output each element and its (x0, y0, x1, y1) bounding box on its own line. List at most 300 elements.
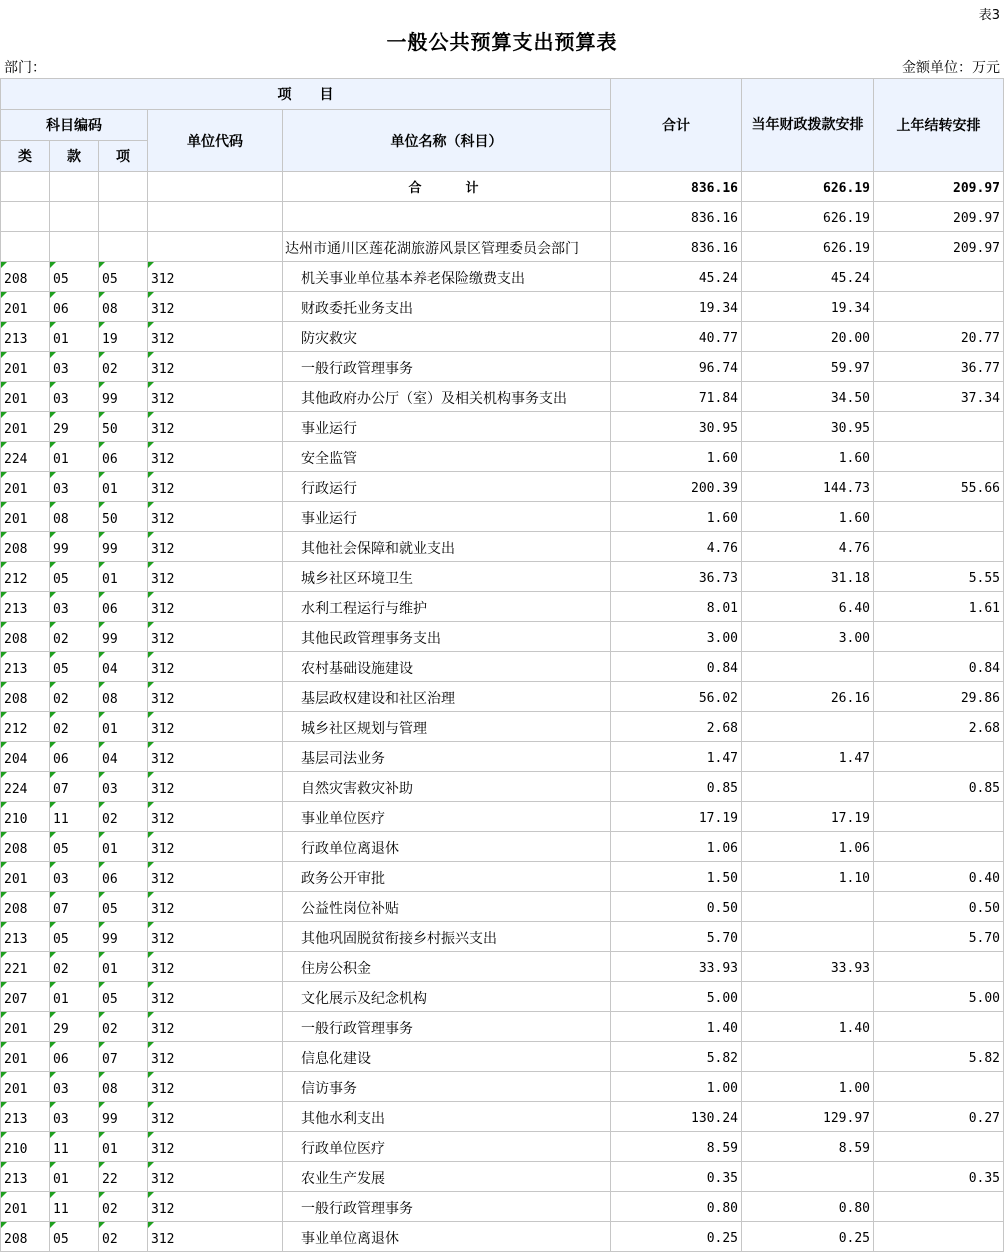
cell-carryover: 5.82 (874, 1042, 1004, 1072)
cell-kuan: 02 (50, 682, 99, 712)
cell-carryover (874, 442, 1004, 472)
cell-kuan: 01 (50, 982, 99, 1012)
cell-total: 8.01 (611, 592, 742, 622)
cell-carryover (874, 262, 1004, 292)
cell-kuan: 05 (50, 1222, 99, 1252)
cell-unit-name: 城乡社区环境卫生 (283, 562, 611, 592)
table-row (1, 472, 1004, 502)
cell-total: 45.24 (611, 262, 742, 292)
cell-lei: 204 (1, 742, 50, 772)
cell-lei: 208 (1, 532, 50, 562)
cell-kuan: 06 (50, 1042, 99, 1072)
cell-total: 5.00 (611, 982, 742, 1012)
cell-lei: 210 (1, 1132, 50, 1162)
cell-kuan: 06 (50, 742, 99, 772)
cell-unit-code: 312 (148, 352, 283, 382)
table-row (1, 292, 1004, 322)
cell-total: 0.50 (611, 892, 742, 922)
cell-total: 96.74 (611, 352, 742, 382)
cell-total: 4.76 (611, 532, 742, 562)
cell-current: 17.19 (742, 802, 874, 832)
cell-current: 31.18 (742, 562, 874, 592)
cell-unit-code: 312 (148, 502, 283, 532)
cell-kuan: 03 (50, 862, 99, 892)
cell-total: 1.60 (611, 502, 742, 532)
cell-current: 129.97 (742, 1102, 874, 1132)
table-row (1, 592, 1004, 622)
cell-lei: 224 (1, 772, 50, 802)
cell-unit-code: 312 (148, 952, 283, 982)
table-row (1, 1012, 1004, 1042)
cell-kuan: 07 (50, 772, 99, 802)
cell-unit-name: 一般行政管理事务 (283, 352, 611, 382)
cell-unit-code: 312 (148, 1162, 283, 1192)
cell-kuan: 03 (50, 592, 99, 622)
table-row (1, 352, 1004, 382)
cell-current: 1.06 (742, 832, 874, 862)
cell-current: 3.00 (742, 622, 874, 652)
cell-xiang: 02 (99, 1222, 148, 1252)
cell-kuan: 01 (50, 322, 99, 352)
cell-lei: 207 (1, 982, 50, 1012)
cell-total: 19.34 (611, 292, 742, 322)
cell-current: 20.00 (742, 322, 874, 352)
cell-total: 30.95 (611, 412, 742, 442)
table-row (1, 262, 1004, 292)
cell-current: 1.10 (742, 862, 874, 892)
cell-unit-code: 312 (148, 1132, 283, 1162)
cell-carryover (874, 502, 1004, 532)
amount-unit-label: 金额单位：万元 (902, 60, 1000, 76)
cell-kuan: 07 (50, 892, 99, 922)
cell-total: 1.47 (611, 742, 742, 772)
cell-xiang: 22 (99, 1162, 148, 1192)
cell-unit-name: 信访事务 (283, 1072, 611, 1102)
total-row (1, 172, 1004, 202)
cell-carryover: 29.86 (874, 682, 1004, 712)
cell-total: 56.02 (611, 682, 742, 712)
cell-unit-code: 312 (148, 622, 283, 652)
cell-unit-name: 防灾救灾 (283, 322, 611, 352)
cell-total: 1.06 (611, 832, 742, 862)
cell-xiang: 05 (99, 892, 148, 922)
cell-lei: 213 (1, 652, 50, 682)
cell-carryover: 55.66 (874, 472, 1004, 502)
cell-carryover (874, 1132, 1004, 1162)
header-unit-code: 单位代码 (148, 110, 283, 172)
cell-unit-name: 城乡社区规划与管理 (283, 712, 611, 742)
cell-unit-name: 事业单位离退休 (283, 1222, 611, 1252)
table-row (1, 562, 1004, 592)
cell-total: 40.77 (611, 322, 742, 352)
cell-total: 5.70 (611, 922, 742, 952)
cell-lei: 208 (1, 622, 50, 652)
cell-current: 0.80 (742, 1192, 874, 1222)
table-row (1, 1102, 1004, 1132)
department-name: 达州市通川区莲花湖旅游风景区管理委员会部门 (283, 232, 611, 262)
cell-lei: 201 (1, 1192, 50, 1222)
cell-unit-code: 312 (148, 1072, 283, 1102)
cell-lei: 201 (1, 502, 50, 532)
cell-current: 1.60 (742, 502, 874, 532)
cell-xiang: 01 (99, 952, 148, 982)
department-row (1, 232, 1004, 262)
page-title: 一般公共预算支出预算表 (386, 30, 618, 54)
cell-carryover (874, 742, 1004, 772)
cell-unit-name: 行政运行 (283, 472, 611, 502)
table-row (1, 652, 1004, 682)
cell-lei: 201 (1, 1072, 50, 1102)
cell-total: 17.19 (611, 802, 742, 832)
cell-xiang: 08 (99, 292, 148, 322)
subtotal-current: 626.19 (742, 202, 874, 232)
cell-total: 0.84 (611, 652, 742, 682)
cell-carryover: 0.27 (874, 1102, 1004, 1132)
cell-xiang: 05 (99, 982, 148, 1012)
cell-lei: 201 (1, 292, 50, 322)
cell-unit-code: 312 (148, 742, 283, 772)
cell-unit-name: 政务公开审批 (283, 862, 611, 892)
cell-kuan: 11 (50, 802, 99, 832)
cell-carryover (874, 832, 1004, 862)
cell-carryover (874, 1222, 1004, 1252)
cell-unit-name: 事业单位医疗 (283, 802, 611, 832)
cell-carryover: 0.84 (874, 652, 1004, 682)
cell-current (742, 1162, 874, 1192)
cell-unit-code: 312 (148, 652, 283, 682)
budget-table (0, 78, 1004, 1252)
cell-unit-name: 自然灾害救灾补助 (283, 772, 611, 802)
table-row (1, 382, 1004, 412)
table-row (1, 502, 1004, 532)
cell-kuan: 05 (50, 562, 99, 592)
cell-total: 5.82 (611, 1042, 742, 1072)
cell-kuan: 99 (50, 532, 99, 562)
cell-carryover (874, 292, 1004, 322)
cell-xiang: 04 (99, 652, 148, 682)
cell-xiang: 01 (99, 562, 148, 592)
cell-lei: 212 (1, 712, 50, 742)
cell-total: 0.85 (611, 772, 742, 802)
cell-current: 8.59 (742, 1132, 874, 1162)
cell-current: 19.34 (742, 292, 874, 322)
cell-total: 0.35 (611, 1162, 742, 1192)
table-row (1, 1072, 1004, 1102)
cell-lei: 208 (1, 262, 50, 292)
header-lei: 类 (1, 141, 50, 172)
cell-unit-name: 其他民政管理事务支出 (283, 622, 611, 652)
cell-lei: 213 (1, 322, 50, 352)
cell-kuan: 05 (50, 262, 99, 292)
table-row (1, 922, 1004, 952)
cell-xiang: 99 (99, 1102, 148, 1132)
cell-unit-name: 其他政府办公厅（室）及相关机构事务支出 (283, 382, 611, 412)
cell-xiang: 04 (99, 742, 148, 772)
cell-current (742, 772, 874, 802)
cell-current: 4.76 (742, 532, 874, 562)
cell-unit-name: 公益性岗位补贴 (283, 892, 611, 922)
cell-carryover: 0.50 (874, 892, 1004, 922)
cell-lei: 201 (1, 1012, 50, 1042)
cell-total: 130.24 (611, 1102, 742, 1132)
cell-carryover (874, 412, 1004, 442)
cell-total: 1.00 (611, 1072, 742, 1102)
department-sum: 836.16 (611, 232, 742, 262)
table-row (1, 742, 1004, 772)
cell-kuan: 05 (50, 652, 99, 682)
table-row (1, 1042, 1004, 1072)
header-total: 合计 (611, 79, 742, 172)
table-row (1, 892, 1004, 922)
cell-total: 33.93 (611, 952, 742, 982)
cell-unit-name: 基层司法业务 (283, 742, 611, 772)
cell-carryover (874, 1012, 1004, 1042)
cell-unit-name: 事业运行 (283, 412, 611, 442)
cell-xiang: 02 (99, 1012, 148, 1042)
cell-xiang: 19 (99, 322, 148, 352)
cell-xiang: 99 (99, 382, 148, 412)
table-row (1, 1132, 1004, 1162)
cell-xiang: 03 (99, 772, 148, 802)
cell-current: 1.47 (742, 742, 874, 772)
cell-xiang: 06 (99, 862, 148, 892)
cell-carryover (874, 622, 1004, 652)
cell-lei: 213 (1, 922, 50, 952)
cell-lei: 221 (1, 952, 50, 982)
header-kuan: 款 (50, 141, 99, 172)
cell-xiang: 50 (99, 502, 148, 532)
cell-lei: 208 (1, 682, 50, 712)
cell-unit-code: 312 (148, 802, 283, 832)
cell-carryover: 36.77 (874, 352, 1004, 382)
cell-unit-code: 312 (148, 412, 283, 442)
table-row (1, 1162, 1004, 1192)
cell-carryover: 1.61 (874, 592, 1004, 622)
cell-lei: 201 (1, 352, 50, 382)
cell-total: 200.39 (611, 472, 742, 502)
cell-lei: 213 (1, 1162, 50, 1192)
cell-xiang: 50 (99, 412, 148, 442)
cell-total: 71.84 (611, 382, 742, 412)
cell-unit-code: 312 (148, 1222, 283, 1252)
cell-carryover: 0.40 (874, 862, 1004, 892)
cell-current: 144.73 (742, 472, 874, 502)
department-carryover: 209.97 (874, 232, 1004, 262)
cell-unit-name: 信息化建设 (283, 1042, 611, 1072)
cell-lei: 201 (1, 382, 50, 412)
table-row (1, 982, 1004, 1012)
cell-kuan: 06 (50, 292, 99, 322)
cell-carryover: 20.77 (874, 322, 1004, 352)
table-row (1, 322, 1004, 352)
cell-current: 34.50 (742, 382, 874, 412)
cell-current (742, 922, 874, 952)
sheet-number: 表3 (978, 8, 1000, 23)
cell-unit-name: 其他水利支出 (283, 1102, 611, 1132)
cell-lei: 201 (1, 412, 50, 442)
cell-unit-code: 312 (148, 262, 283, 292)
cell-xiang: 08 (99, 1072, 148, 1102)
cell-total: 2.68 (611, 712, 742, 742)
cell-carryover (874, 802, 1004, 832)
cell-unit-code: 312 (148, 892, 283, 922)
cell-xiang: 01 (99, 1132, 148, 1162)
cell-total: 8.59 (611, 1132, 742, 1162)
cell-unit-code: 312 (148, 772, 283, 802)
cell-current: 30.95 (742, 412, 874, 442)
cell-unit-code: 312 (148, 862, 283, 892)
header-carryover: 上年结转安排 (874, 79, 1004, 172)
cell-unit-code: 312 (148, 292, 283, 322)
cell-kuan: 03 (50, 1102, 99, 1132)
cell-unit-code: 312 (148, 532, 283, 562)
cell-unit-code: 312 (148, 322, 283, 352)
cell-kuan: 03 (50, 352, 99, 382)
header-unit-name: 单位名称（科目） (283, 110, 611, 172)
cell-carryover (874, 952, 1004, 982)
cell-unit-name: 住房公积金 (283, 952, 611, 982)
cell-unit-code: 312 (148, 562, 283, 592)
cell-xiang: 02 (99, 352, 148, 382)
cell-xiang: 02 (99, 1192, 148, 1222)
cell-kuan: 03 (50, 1072, 99, 1102)
cell-unit-code: 312 (148, 922, 283, 952)
cell-carryover: 5.00 (874, 982, 1004, 1012)
subtotal-carryover: 209.97 (874, 202, 1004, 232)
cell-lei: 213 (1, 592, 50, 622)
cell-current: 0.25 (742, 1222, 874, 1252)
cell-kuan: 03 (50, 472, 99, 502)
cell-kuan: 11 (50, 1192, 99, 1222)
cell-lei: 201 (1, 472, 50, 502)
table-row (1, 622, 1004, 652)
cell-unit-name: 基层政权建设和社区治理 (283, 682, 611, 712)
cell-current (742, 712, 874, 742)
cell-kuan: 03 (50, 382, 99, 412)
department-current: 626.19 (742, 232, 874, 262)
cell-unit-name: 水利工程运行与维护 (283, 592, 611, 622)
cell-xiang: 01 (99, 712, 148, 742)
cell-unit-code: 312 (148, 1102, 283, 1132)
total-carryover: 209.97 (874, 172, 1004, 202)
cell-carryover: 5.70 (874, 922, 1004, 952)
table-row (1, 862, 1004, 892)
cell-kuan: 01 (50, 442, 99, 472)
cell-kuan: 02 (50, 952, 99, 982)
cell-kuan: 08 (50, 502, 99, 532)
cell-xiang: 06 (99, 442, 148, 472)
cell-unit-code: 312 (148, 982, 283, 1012)
table-row (1, 1192, 1004, 1222)
cell-total: 1.40 (611, 1012, 742, 1042)
cell-unit-name: 文化展示及纪念机构 (283, 982, 611, 1012)
cell-kuan: 01 (50, 1162, 99, 1192)
cell-total: 0.80 (611, 1192, 742, 1222)
cell-xiang: 08 (99, 682, 148, 712)
cell-lei: 201 (1, 1042, 50, 1072)
cell-unit-code: 312 (148, 382, 283, 412)
table-row (1, 1222, 1004, 1252)
cell-carryover (874, 1072, 1004, 1102)
cell-carryover: 0.35 (874, 1162, 1004, 1192)
cell-unit-name: 农村基础设施建设 (283, 652, 611, 682)
cell-current: 1.00 (742, 1072, 874, 1102)
cell-kuan: 02 (50, 622, 99, 652)
cell-carryover: 37.34 (874, 382, 1004, 412)
table-row (1, 532, 1004, 562)
cell-total: 36.73 (611, 562, 742, 592)
cell-current (742, 652, 874, 682)
cell-kuan: 05 (50, 922, 99, 952)
cell-unit-name: 一般行政管理事务 (283, 1012, 611, 1042)
cell-xiang: 01 (99, 832, 148, 862)
cell-xiang: 05 (99, 262, 148, 292)
subtotal-row (1, 202, 1004, 232)
cell-unit-code: 312 (148, 712, 283, 742)
cell-kuan: 29 (50, 1012, 99, 1042)
cell-carryover: 5.55 (874, 562, 1004, 592)
cell-unit-code: 312 (148, 682, 283, 712)
cell-unit-name: 一般行政管理事务 (283, 1192, 611, 1222)
cell-lei: 212 (1, 562, 50, 592)
table-row (1, 712, 1004, 742)
cell-current (742, 982, 874, 1012)
cell-current: 26.16 (742, 682, 874, 712)
cell-current: 6.40 (742, 592, 874, 622)
cell-kuan: 11 (50, 1132, 99, 1162)
total-sum: 836.16 (611, 172, 742, 202)
cell-xiang: 02 (99, 802, 148, 832)
cell-xiang: 06 (99, 592, 148, 622)
total-current: 626.19 (742, 172, 874, 202)
cell-unit-name: 机关事业单位基本养老保险缴费支出 (283, 262, 611, 292)
cell-unit-code: 312 (148, 832, 283, 862)
header-subject-code: 科目编码 (1, 110, 148, 141)
cell-unit-code: 312 (148, 472, 283, 502)
department-label: 部门： (4, 60, 46, 76)
table-row (1, 772, 1004, 802)
cell-unit-name: 其他巩固脱贫衔接乡村振兴支出 (283, 922, 611, 952)
cell-unit-code: 312 (148, 442, 283, 472)
cell-total: 3.00 (611, 622, 742, 652)
cell-carryover: 0.85 (874, 772, 1004, 802)
table-row (1, 802, 1004, 832)
cell-kuan: 02 (50, 712, 99, 742)
cell-carryover (874, 1192, 1004, 1222)
cell-current: 59.97 (742, 352, 874, 382)
cell-lei: 208 (1, 1222, 50, 1252)
cell-lei: 213 (1, 1102, 50, 1132)
subtotal-sum: 836.16 (611, 202, 742, 232)
header-current-allocation: 当年财政拨款安排 (742, 79, 874, 172)
cell-lei: 210 (1, 802, 50, 832)
table-row (1, 952, 1004, 982)
header-xiang: 项 (99, 141, 148, 172)
cell-unit-name: 农业生产发展 (283, 1162, 611, 1192)
cell-xiang: 99 (99, 922, 148, 952)
cell-lei: 208 (1, 892, 50, 922)
cell-unit-code: 312 (148, 1042, 283, 1072)
table-row (1, 442, 1004, 472)
cell-xiang: 99 (99, 622, 148, 652)
cell-carryover: 2.68 (874, 712, 1004, 742)
table-row (1, 832, 1004, 862)
cell-unit-name: 安全监管 (283, 442, 611, 472)
cell-unit-name: 行政单位离退休 (283, 832, 611, 862)
cell-current (742, 892, 874, 922)
cell-unit-code: 312 (148, 1012, 283, 1042)
table-row (1, 682, 1004, 712)
